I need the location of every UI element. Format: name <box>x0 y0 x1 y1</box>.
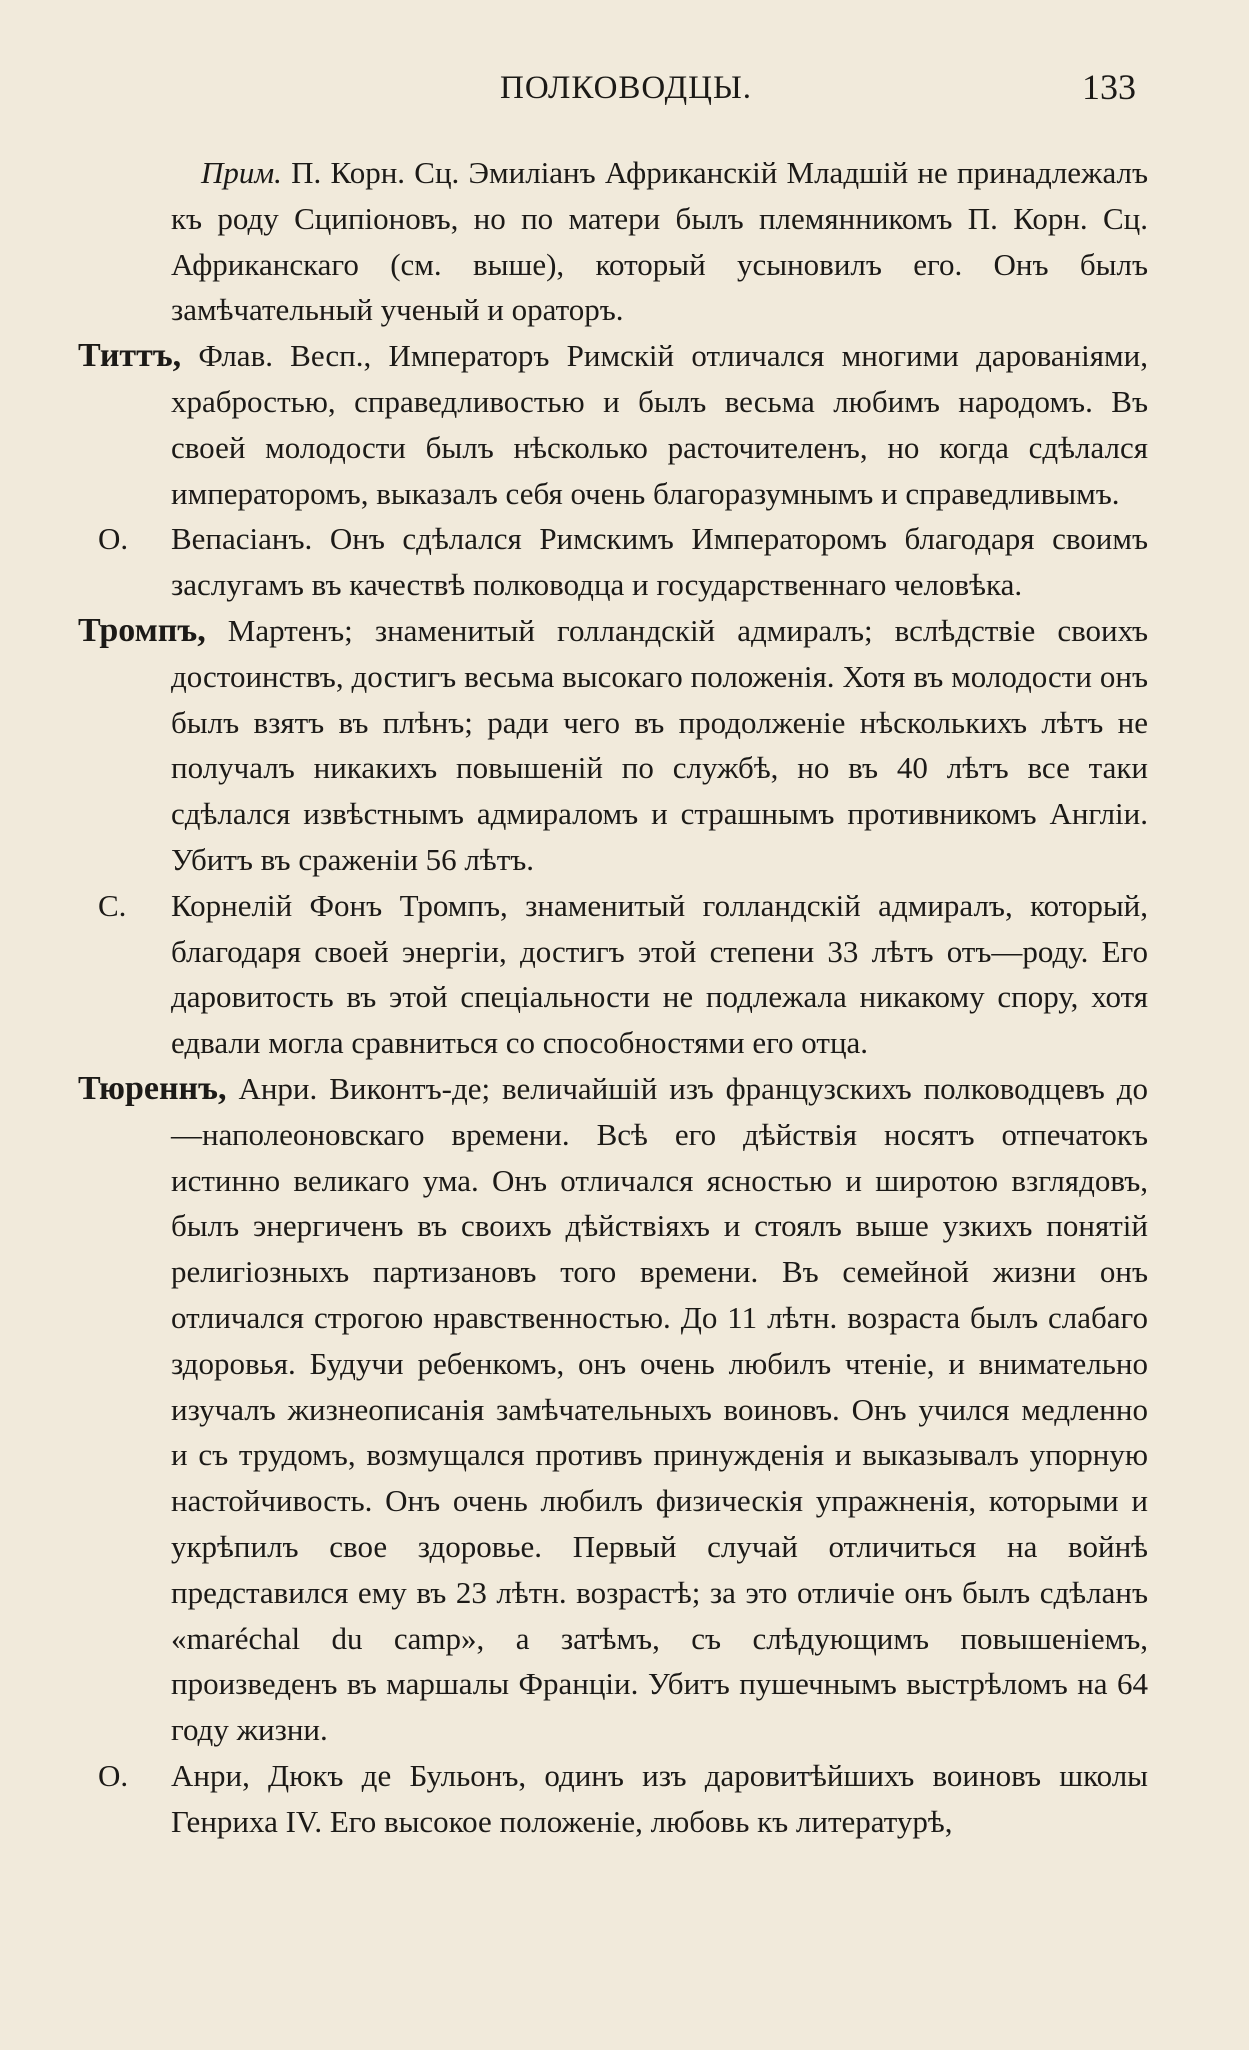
entry-turenne-father <box>78 1753 1148 1845</box>
entry-tromp-son <box>78 883 1148 1066</box>
entry-titt <box>78 333 1148 516</box>
relation-marker: О. <box>98 1757 129 1793</box>
running-head: ПОЛКОВОДЦЫ. <box>500 70 752 106</box>
entry-turenne-text: Анри. Виконтъ-де; величайшій изъ французскихъ полководцевъ до—наполеоновскаго времени. Всѣ его дѣйствія носятъ отпечатокъ истинно великаго ума. Онъ отличался ясностью и широтою взглядовъ, былъ энергиченъ въ своихъ дѣйствіяхъ и стоялъ выше узкихъ понятій религіозныхъ партизановъ того времени. Въ семейной жизни онъ отличался строгою нравственностью. До 11 лѣтн. возраста былъ слабаго здоровья. Будучи ребенкомъ, онъ очень любилъ чтеніе, и внимательно изучалъ жизнеописанія замѣчательныхъ воиновъ. Онъ учился медленно и съ трудомъ, возмущался противъ принужденія и выказывалъ упорную настойчивость. Онъ очень любилъ физическія упражненія, которыми и укрѣпилъ свое здоровье. Первый случай отличиться на войнѣ представился ему въ 23 лѣтн. возрастѣ; за это отличіе онъ былъ сдѣланъ «maréchal du camp», а затѣмъ, съ слѣдующимъ повышеніемъ, произведенъ въ маршалы Франціи. Убитъ пушечнымъ выстрѣломъ на 64 году жизни. <box>171 1070 1149 1748</box>
entry-titt-father-text: Вепасіанъ. Онъ сдѣлался Римскимъ Императоромъ благодаря своимъ заслугамъ въ качествѣ полководца и государственнаго человѣка. <box>171 521 1148 603</box>
page-body <box>78 150 1148 1844</box>
note-text: П. Корн. Сц. Эмиліанъ Африканскій Младшій не принадлежалъ къ роду Сципіоновъ, но по матери былъ племянникомъ П. Корн. Сц. Африканскаго (см. выше), который усыновилъ его. Онъ былъ замѣчательный ученый и ораторъ. <box>171 155 1148 328</box>
relation-marker: С. <box>98 887 127 923</box>
page-header <box>0 67 1249 120</box>
entry-titt-father <box>78 516 1148 608</box>
entry-tromp-text: Мартенъ; знаменитый голландскій адмиралъ; вслѣдствіе своихъ достоинствъ, достигъ весьма высокаго положенія. Хотя въ молодости онъ былъ взятъ въ плѣнъ; ради чего въ продолженіе нѣсколькихъ лѣтъ не получалъ никакихъ повышеній по службѣ, но въ 40 лѣтъ все таки сдѣлался извѣстнымъ адмираломъ и страшнымъ противникомъ Англіи. Убитъ въ сраженіи 56 лѣтъ. <box>171 612 1148 877</box>
entry-titt-text: Флав. Весп., Императоръ Римскій отличался многими дарованіями, храбростью, справедливостью и былъ весьма любимъ народомъ. Въ своей молодости былъ нѣсколько расточителенъ, но когда сдѣлался императоромъ, выказалъ себя очень благоразумнымъ и справедливымъ. <box>171 338 1149 511</box>
note-label: Прим. <box>201 155 282 190</box>
headword-turenne: Тюреннъ, <box>78 1069 227 1107</box>
headword-titt: Титтъ, <box>78 337 182 375</box>
page-number: 133 <box>1082 67 1136 107</box>
entry-turenne-father-text: Анри, Дюкъ де Бульонъ, одинъ изъ даровитѣйшихъ воиновъ школы Генриха IV. Его высокое положеніе, любовь къ литературѣ, <box>171 1757 1148 1839</box>
entry-tromp-son-text: Корнелій Фонъ Тромпъ, знаменитый голландскій адмиралъ, который, благодаря своей энергіи, достигъ этой степени 33 лѣтъ отъ—роду. Его даровитость въ этой спеціальности не подлежала никакому спору, хотя едвали могла сравниться со способностями его отца. <box>171 887 1148 1061</box>
headword-tromp: Тромпъ, <box>78 611 206 649</box>
relation-marker: О. <box>98 521 129 557</box>
entry-tromp <box>78 608 1148 883</box>
entry-turenne <box>78 1066 1148 1753</box>
note-paragraph <box>78 150 1148 333</box>
